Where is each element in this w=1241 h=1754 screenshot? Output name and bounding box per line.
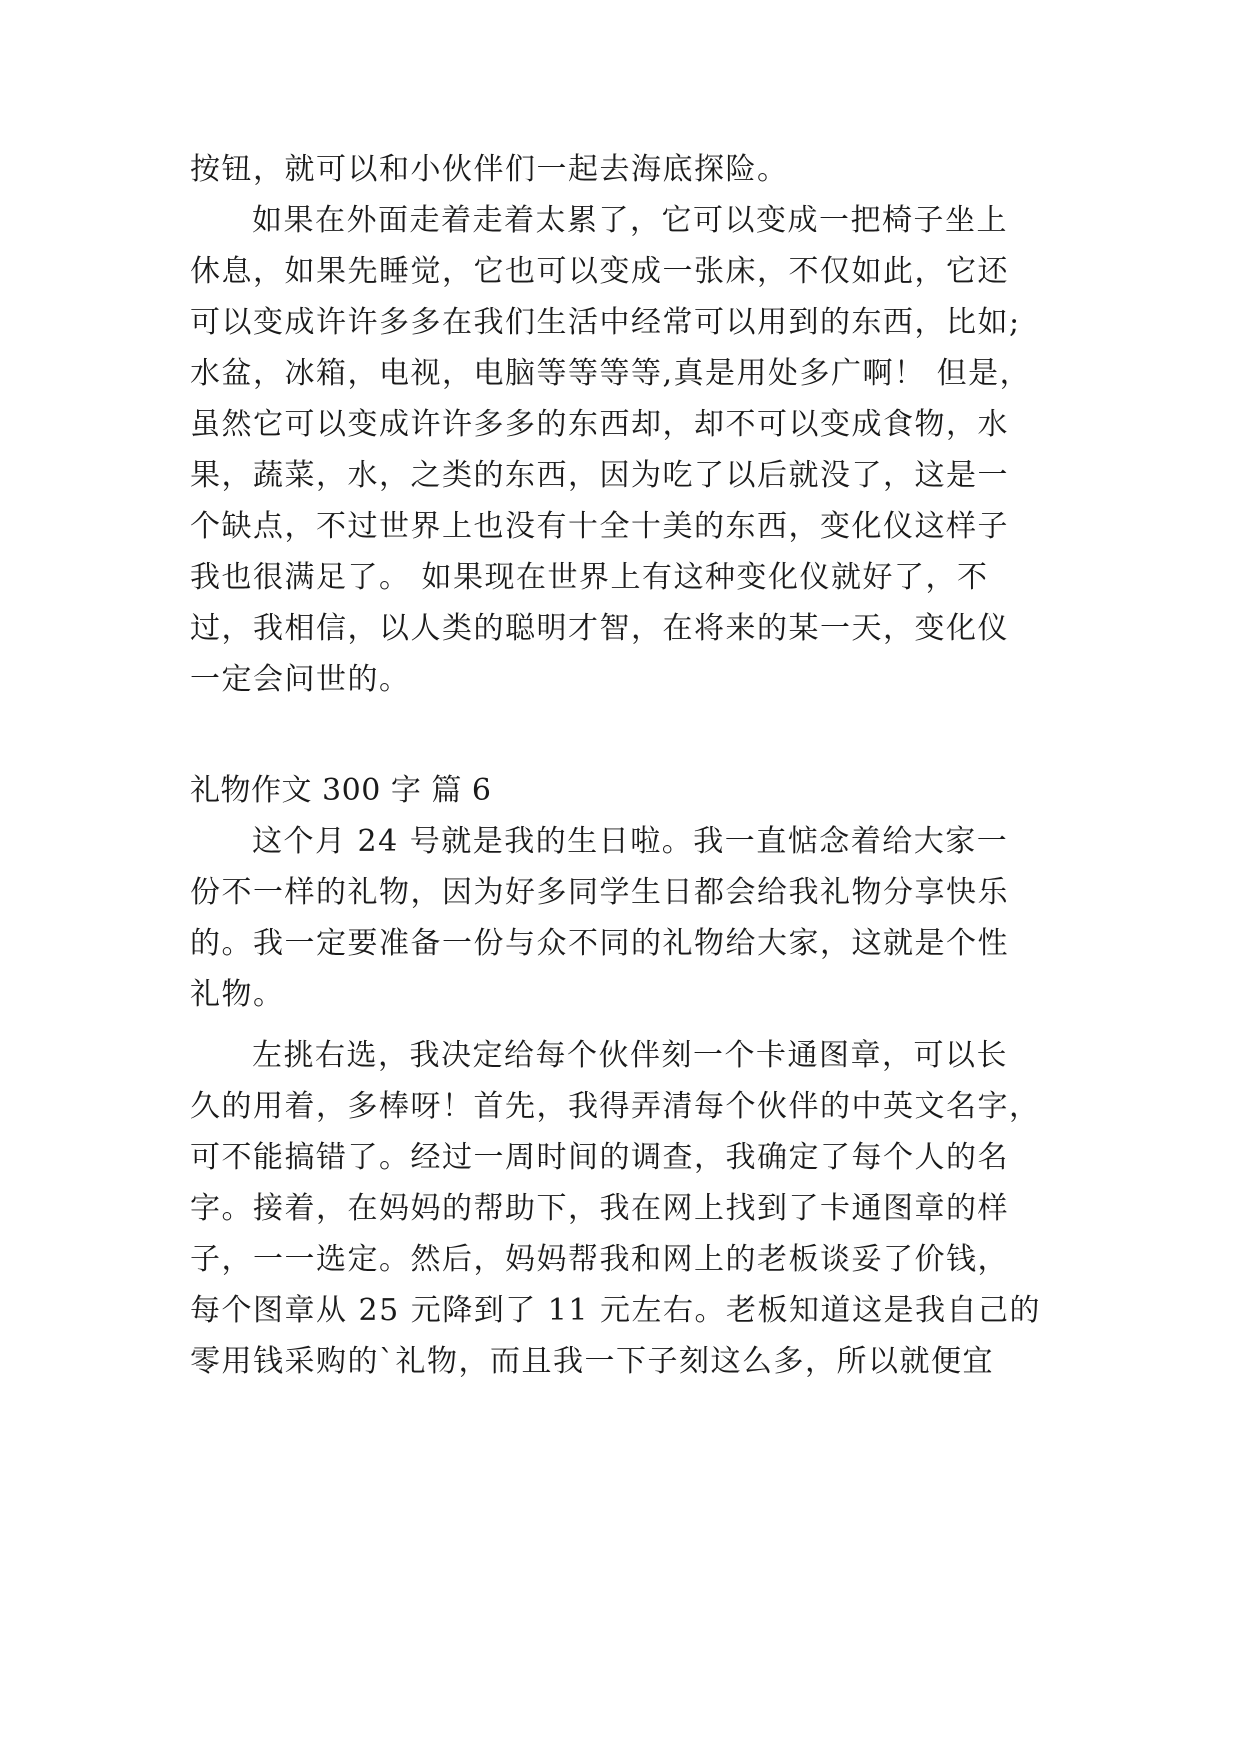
text-line: 按钮，就可以和小伙伴们一起去海底探险。 — [190, 152, 789, 187]
paragraph-first-line: 如果在外面走着走着太累了，它可以变成一把椅子坐上 — [252, 203, 1008, 238]
text-line: 休息，如果先睡觉，它也可以变成一张床，不仅如此，它还 — [190, 254, 1009, 289]
text-line: 可不能搞错了。经过一周时间的调查，我确定了每个人的名 — [190, 1140, 1009, 1175]
text-line: 可以变成许许多多在我们生活中经常可以用到的东西，比如; — [190, 305, 1021, 340]
text-line: 字。接着，在妈妈的帮助下，我在网上找到了卡通图章的样 — [190, 1191, 1009, 1226]
text-line: 过，我相信，以人类的聪明才智，在将来的某一天，变化仪 — [190, 611, 1009, 646]
section-heading: 礼物作文 300 字 篇 6 — [190, 773, 492, 808]
text-line: 的。我一定要准备一份与众不同的礼物给大家，这就是个性 — [190, 926, 1009, 961]
text-line: 个缺点，不过世界上也没有十全十美的东西，变化仪这样子 — [190, 509, 1009, 544]
text-line: 一定会问世的。 — [190, 662, 411, 697]
text-line: 零用钱采购的`礼物，而且我一下子刻这么多，所以就便宜 — [190, 1344, 994, 1379]
text-line: 我也很满足了。 如果现在世界上有这种变化仪就好了，不 — [190, 560, 989, 595]
text-line: 虽然它可以变成许许多多的东西却，却不可以变成食物，水 — [190, 407, 1009, 442]
text-line: 久的用着，多棒呀！首先，我得弄清每个伙伴的中英文名字， — [190, 1089, 1041, 1124]
text-line: 每个图章从 25 元降到了 11 元左右。老板知道这是我自己的 — [190, 1293, 1041, 1328]
text-line: 水盆，冰箱，电视，电脑等等等等,真是用处多广啊！ 但是， — [190, 356, 1032, 391]
text-line: 礼物。 — [190, 977, 285, 1012]
text-line: 份不一样的礼物，因为好多同学生日都会给我礼物分享快乐 — [190, 875, 1009, 910]
text-line: 果，蔬菜，水，之类的东西，因为吃了以后就没了，这是一 — [190, 458, 1009, 493]
paragraph-first-line: 左挑右选，我决定给每个伙伴刻一个卡通图章，可以长 — [252, 1038, 1008, 1073]
paragraph-first-line: 这个月 24 号就是我的生日啦。我一直惦念着给大家一 — [252, 824, 1009, 859]
text-line: 子，一一选定。然后，妈妈帮我和网上的老板谈妥了价钱， — [190, 1242, 1009, 1277]
